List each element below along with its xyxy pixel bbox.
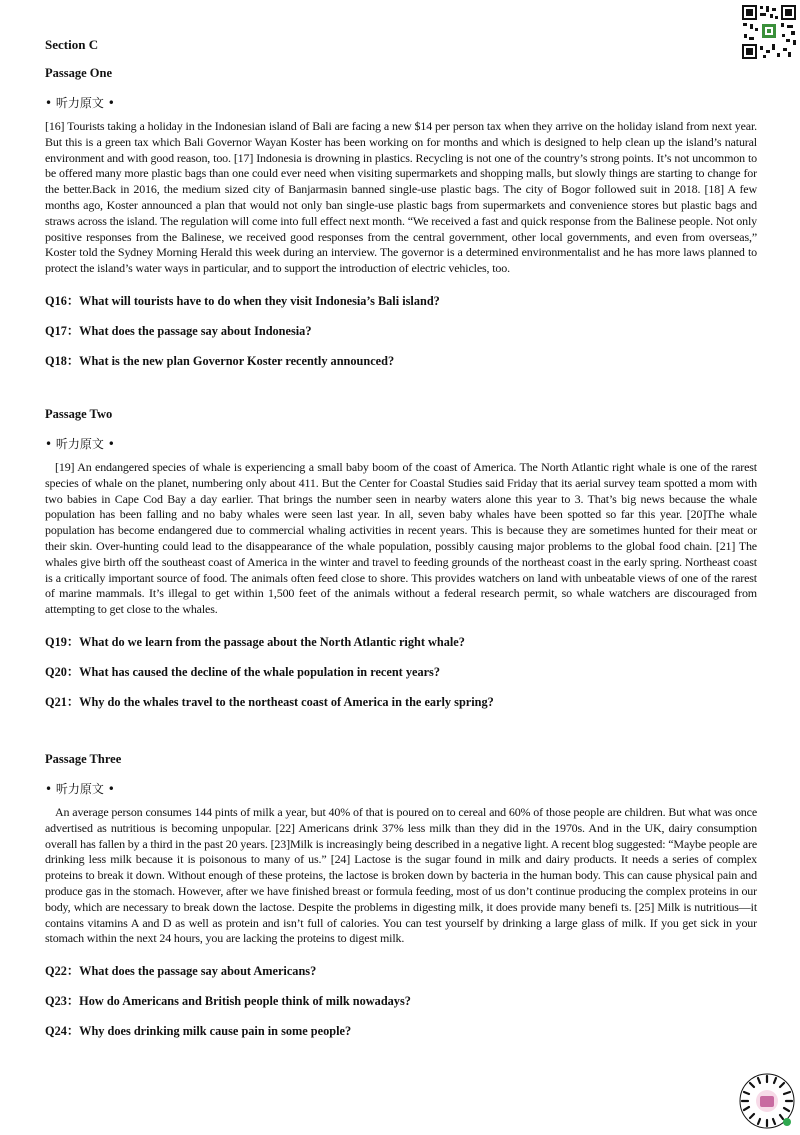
question-23: Q23：How do Americans and British people think of milk nowadays? <box>45 994 411 1009</box>
section-title: Section C <box>45 37 99 52</box>
question-24: Q24：Why does drinking milk cause pain in some people? <box>45 1024 352 1039</box>
question-21: Q21：Why do the whales travel to the northeast coast of America in the early spring? <box>45 694 494 709</box>
question-19: Q19：What do we learn from the passage about the North Atlantic right whale? <box>45 634 465 649</box>
passage-one-text: [16] Tourists taking a holiday in the Indonesian island of Bali are facing a new $14 per person tax when they arrive on the holiday island from next year. But this is a green tax which Bali Governor Wayan Koster has been working on for months and which is designed to help clean up the island’s natural environment and with good reason, too. [17] Indonesia is drowning in plastics. Recycling is not one of the country’s strong points. It’s not uncommon to be offered many more plastic bags than one could ever need when visiting supermarkets and shopping malls, but slowly things are starting to change for the better.Back in 2016, the medium sized city of Banjarmasin banned single-use plastic bags. The city of Bogor followed suit in 2018. [18] A few months ago, Koster announced a plan that would not only ban single-use plastic bags from supermarkets and convenience stores but plastic bags and straws across the island. The regulation will come into full effect next month. “We received a fast and quick response from the Balinese people. Not only positive responses from the Balinese, we received good responses from the central government, other local governments, and even from overseas,” Koster told the Sydney Morning Herald this week during an interview. The governor is a determined environmentalist and he has more laws planned to protect the island’s water ways in particular, and to support the introduction of electric vehicles, too. <box>45 119 757 276</box>
question-22: Q22：What does the passage say about Americans? <box>45 964 317 979</box>
passage-two-title: Passage Two <box>45 406 113 421</box>
question-17: Q17：What does the passage say about Indonesia? <box>45 323 312 338</box>
original-text-label: • 听力原文 • <box>45 96 115 110</box>
passage-one-title: Passage One <box>45 66 113 80</box>
passage-three-text: An average person consumes 144 pints of milk a year, but 40% of that is poured on to cereal and 60% of those people are children. But what was once advertised as nutritious is becoming unpopular. [22] Americans drink 37% less milk than they did in the 1970s. And in the UK, dairy consumption overall has fallen by a third in the past 20 years. [23]Milk is increasingly being described in a negative light. A recent blog suggested: “Maybe people are drinking less milk because it is poisonous to many of us.” [24] Lactose is the sugar found in milk and dairy products. It needs a series of complex proteins to break it down. Without enough of these proteins, the lactose is broken down by bacteria in the human body. This can cause physical pain and produce gas in the stomach. However, after we have finished breast or formula feeding, most of us don’t continue producing the complex proteins in our body, which are necessary to break down the lactose. Despite the problems in digesting milk, it does provide many benefi ts. [25] Milk is nutritious—it contains vitamins A and D as well as protein and isn’t full of calories. You can test yourself by drinking a large glass of milk. If you get sick in your stomach within the next 24 hours, you are lacking the proteins to digest milk. <box>45 804 757 946</box>
question-16: Q16：What will tourists have to do when they visit Indonesia’s Bali island? <box>45 293 440 308</box>
document-page <box>45 37 757 1051</box>
mini-program-code-image <box>738 1072 796 1130</box>
original-text-label: • 听力原文 • <box>45 781 115 796</box>
question-18: Q18：What is the new plan Governor Koster recently announced? <box>45 353 395 368</box>
question-20: Q20：What has caused the decline of the whale population in recent years? <box>45 664 440 679</box>
passage-three-title: Passage Three <box>45 751 122 766</box>
passage-two-text: [19] An endangered species of whale is experiencing a small baby boom of the coast of America. The North Atlantic right whale is one of the rarest species of whale on the planet, numbering only about 411. But the Center for Coastal Studies said Friday that its aerial survey team spotted a mom with two babies in Cape Cod Bay a day earlier. That brings the number seen in nearby waters alone this year to 3. That’s big news because the whale population has been falling and no baby whales were seen last year. In all, seven baby whales have been spotted so far this year. [20]The whale population has become endangered due to commercial whaling activities in recent years. This is because they are sometimes hunted for their meat or their skin. Over-hunting could lead to the disappearance of the whale population, possibly causing major problems to the global food chain. [21] The whales give birth off the southeast coast of America in the winter and travel to feeding grounds of the northeast coast in the early spring. Northeast coast is a critically important source of food. The animals often feed close to shore. This provides watchers on land with unbeatable views of one of the rarest of marine mammals. It’s illegal to get within 1,500 feet of the animals without a federal research permit, so whale watchers are discouraged from attempting to get close to the whales. <box>45 459 757 617</box>
original-text-label: • 听力原文 • <box>45 436 115 451</box>
